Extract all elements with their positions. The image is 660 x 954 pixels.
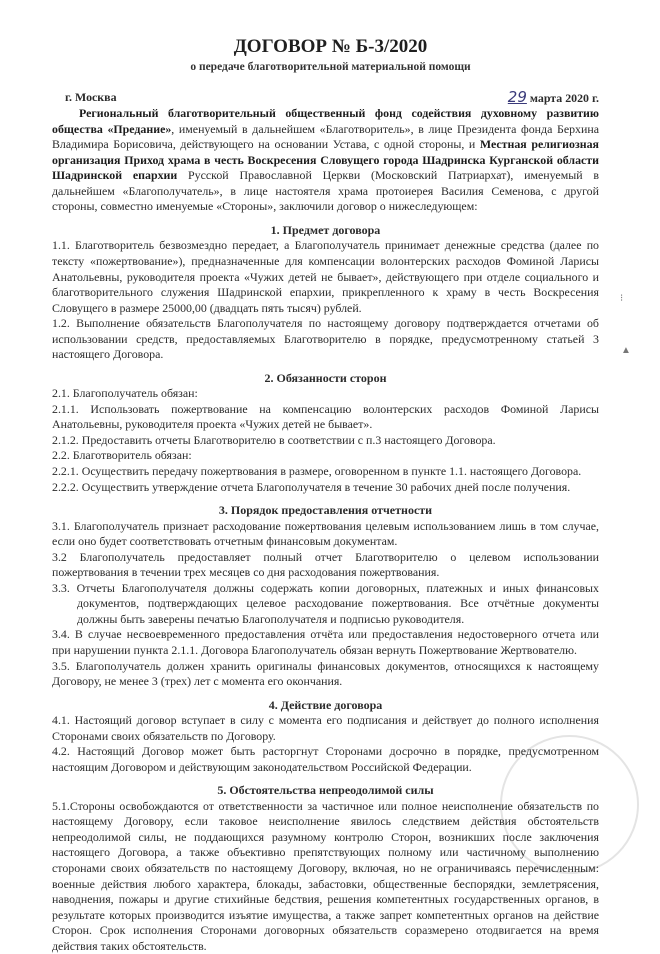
contract-sections bbox=[52, 223, 599, 954]
clause-paragraph: 2.1. Благополучатель обязан: bbox=[52, 386, 198, 401]
clause-paragraph: 3.5. Благополучатель должен хранить оригиналы финансовых документов, относящихся к настоящему Договору, не менее 3 (трех) лет с момента его окончания. bbox=[52, 658, 599, 689]
contract-date bbox=[507, 87, 599, 107]
city: г. Москва bbox=[65, 89, 117, 104]
scan-speck: ⁝ bbox=[620, 293, 624, 304]
clause-paragraph: 2.2.2. Осуществить утверждение отчета Благополучателя в течение 30 рабочих дней после получения. bbox=[52, 479, 571, 494]
document-subtitle: о передаче благотворительной материальной помощи bbox=[190, 61, 471, 73]
clause-paragraph: 3.1. Благополучатель признает расходование пожертвования целевым использованием лишь в том случае, если оно будет соответствовать отчетным финансовым документам. bbox=[52, 518, 599, 549]
clause-paragraph: 1.2. Выполнение обязательств Благополучателя по настоящему договору подтверждается отчетами об использовании средств, предоставляемых Благотворителю в порядке, предусмотренному статьей 3 настоящего Договора. bbox=[52, 316, 599, 362]
document-title: ДОГОВОР № Б-3/2020 bbox=[233, 36, 428, 57]
clause-paragraph: 1.1. Благотворитель безвозмездно передает, а Благополучатель принимает денежные средства (далее по тексту «пожертвование»), предназначенные для компенсации волонтерских расходов Фоминой Ларисы Анатольевны, руководителя проекта «Чужих детей не бывает», действующего при отделе социального и благотворительного служения Шадринской епархии, прикрепленного к храму в честь Воскресения Словущего в размере 25000,00 (двадцать пять тысяч) рублей. bbox=[52, 238, 599, 315]
place-date-line bbox=[52, 87, 599, 107]
scan-speck: ▲ bbox=[621, 345, 631, 356]
section-heading: 2. Обязанности сторон bbox=[264, 370, 387, 385]
clause-paragraph: 2.1.1. Использовать пожертвование на компенсацию волонтерских расходов Фоминой Ларисы Анатольевны, руководителя проекта «Чужих детей не бывает». bbox=[52, 401, 599, 432]
section-heading: 5. Обстоятельства непреодолимой силы bbox=[217, 783, 434, 798]
contract-page bbox=[52, 36, 599, 954]
section-heading: 3. Порядок предоставления отчетности bbox=[218, 503, 433, 518]
preamble-paragraph bbox=[52, 106, 599, 215]
clause-paragraph: 4.2. Настоящий Договор может быть расторгнут Сторонами досрочно в порядке, предусмотренном настоящим Договором и действующим законодательством Российской Федерации. bbox=[52, 744, 599, 774]
preamble-fragment: Русской Православной Церкви (Московский Патриархат), именуемый в дальнейшем «Благополучатель», в лице настоятеля храма протоиерея Василия Семенова, с другой стороны, совместно именуемые «Стороны», заключили договор о нижеследующем: bbox=[52, 168, 599, 214]
clause-paragraph: 3.4. В случае несвоевременного предоставления отчёта или предоставления недостоверного отчета или при нарушении пункта 2.1.1. Договора Благополучатель обязан вернуть Пожертвование Жертвователю. bbox=[52, 627, 599, 657]
preamble-fragment: , именуемый в дальнейшем «Благотворитель», в лице Президента фонда Берхина Владимира Борисовича, действующего на основании Устава, с одной стороны, и bbox=[52, 121, 599, 152]
clause-paragraph: 2.2. Благотворитель обязан: bbox=[52, 448, 192, 463]
date-month-year: марта 2020 г. bbox=[529, 90, 599, 105]
clause-paragraph: 5.1.Стороны освобождаются от ответственности за частичное или полное неисполнение обязательств по настоящему Договору, если таковое неисполнение явилось следствием действия обстоятельств непреодолимой силы, не поддающихся разумному контролю Сторон, возникших после заключения настоящего Договора, а также объективно препятствующих полному или частичному выполнению сторонами своих обязательств по настоящему Договору, включая, но не ограничиваясь перечисленным: военные действия любого характера, блокады, забастовки, общественные беспорядки, землетрясения, наводнения, пожары и другие стихийные бедствия, решения компетентных государственных органов, в результате которых производится изъятие имущества, а также запрет компетентных органов на действие Сторон. Срок исполнения Сторонами договорных обязательств соразмерено отодвигается на время действия таких обстоятельств. bbox=[52, 798, 599, 953]
preamble-fragment: Региональный благотворительный общественный фонд содействия духовному развитию общества «Предание» bbox=[52, 106, 599, 136]
clause-paragraph: 2.1.2. Предоставить отчеты Благотворителю в соответствии с п.3 настоящего Договора. bbox=[52, 432, 496, 447]
handwritten-day: 29 bbox=[507, 87, 527, 106]
section-heading: 1. Предмет договора bbox=[270, 222, 381, 237]
clause-paragraph: 4.1. Настоящий договор вступает в силу с момента его подписания и действует до полного исполнения Сторонами своих обязательств по Договору. bbox=[52, 713, 599, 743]
section-heading: 4. Действие договора bbox=[268, 697, 383, 712]
clause-paragraph: 3.3. Отчеты Благополучателя должны содержать копии договорных, платежных и иных финансовых документов, подтверждающих целевое расходование пожертвования. Все отчётные документы должны быть заверены печатью Благополучателя и подписью руководителя. bbox=[52, 580, 599, 626]
clause-paragraph: 3.2 Благополучатель предоставляет полный отчет Благотворителю о целевом использовании пожертвования в течении трех месяцев со дня расходования пожертвования. bbox=[52, 549, 599, 580]
preamble-fragment: Местная религиозная организация Приход храма в честь Воскресения Словущего города Шадринска Курганской области Шадринской епархии bbox=[52, 137, 599, 183]
clause-paragraph: 2.2.1. Осуществить передачу пожертвования в размере, оговоренном в пункте 1.1. настоящего Договора. bbox=[52, 464, 582, 479]
